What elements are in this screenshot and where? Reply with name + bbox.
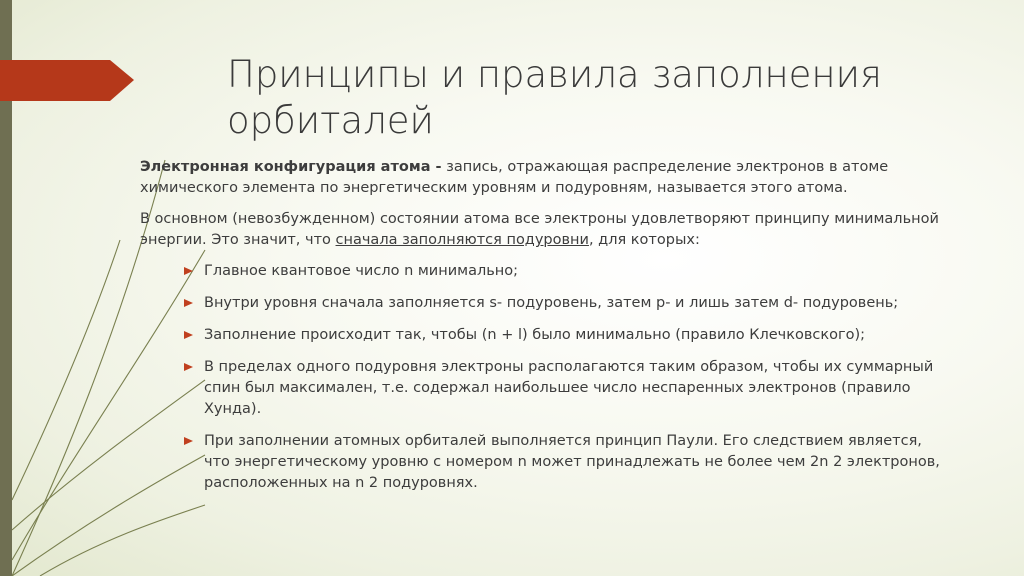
rules-list <box>140 261 940 494</box>
list-item <box>184 357 940 420</box>
slide-title: Принципы и правила заполнения орбиталей <box>227 53 882 142</box>
list-item-text: Главное квантовое число n минимально; <box>204 263 519 279</box>
definition-term: Электронная конфигурация атома - <box>140 159 442 175</box>
principle-underlined-text: сначала заполняются подуровни <box>335 232 589 248</box>
slide-content <box>140 157 940 505</box>
list-item <box>184 261 940 282</box>
list-item-text: Внутри уровня сначала заполняется s- подуровень, затем p- и лишь затем d- подуровень; <box>204 295 899 311</box>
list-item-text: В пределах одного подуровня электроны располагаются таким образом, чтобы их суммарный спин был максимален, т.е. содержал наибольшее число неспаренных электронов (правило Хунда). <box>204 359 934 417</box>
arrow-bullet-icon <box>184 299 193 307</box>
list-item-text: При заполнении атомных орбиталей выполняется принцип Паули. Его следствием является, что энергетическому уровню с номером n может принадлежать не более чем 2n 2 электронов, расположенных на n 2 подуровнях. <box>204 433 940 491</box>
title-arrow-shape <box>0 60 134 101</box>
list-item-text: Заполнение происходит так, чтобы (n + l) было минимально (правило Клечковского); <box>204 327 866 343</box>
arrow-bullet-icon <box>184 437 193 445</box>
definition-text: запись, отражающая распределение электронов в атоме химического элемента по энергетическим уровням и подуровням, называется этого атома. <box>140 159 889 196</box>
arrow-bullet-icon <box>184 363 193 371</box>
principle-text-before: В основном (невозбужденном) состоянии атома все электроны удовлетворяют принципу минимальной энергии. Это значит, что <box>140 211 939 248</box>
arrow-bullet-icon <box>184 331 193 339</box>
principle-text-after: , для которых: <box>588 232 700 248</box>
list-item <box>184 325 940 346</box>
list-item <box>184 293 940 314</box>
definition-paragraph <box>140 157 940 199</box>
principle-paragraph <box>140 209 940 251</box>
list-item <box>184 431 940 494</box>
arrow-bullet-icon <box>184 267 193 275</box>
